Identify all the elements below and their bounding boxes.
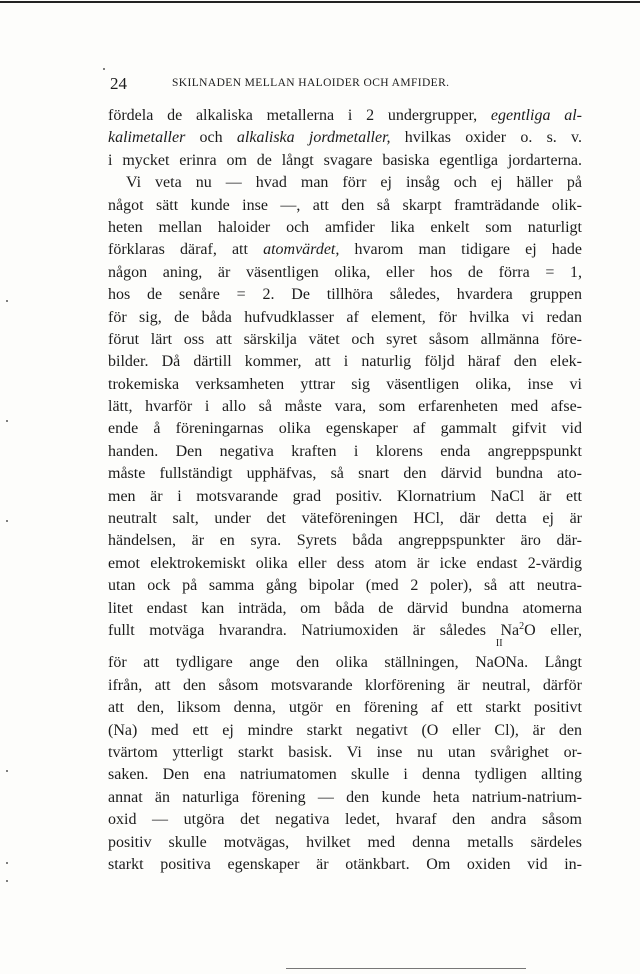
text-line: ifrån, att den såsom motsvarande klorförening är neutral, därför: [108, 676, 582, 694]
bivalence-mark: II: [495, 638, 503, 650]
text-line: oxid — utgöra det negativa ledet, hvaraf den andra såsom: [108, 811, 582, 829]
text-line: i mycket erinra om de långt svagare basiska egentliga jordarterna.: [108, 151, 582, 169]
text-line: starkt positiva egenskaper är otänkbart. Om oxiden vid in-: [108, 855, 582, 873]
formula-superscript: 2: [519, 620, 525, 632]
text-line: emot elektrokemiskt olika eller dess atom är icke endast 2-värdig: [108, 554, 582, 572]
text-line: annat än naturliga förening — den kunde heta natrium-natrium-: [108, 788, 582, 806]
text-line: trokemiska verksamheten yttrar sig väsentligen olika, inse vi: [108, 375, 582, 393]
speck: [6, 862, 8, 864]
text-line: handen. Den negativa kraften i klorens enda angreppspunkt: [108, 442, 582, 460]
text-line: tvärtom ytterligt starkt basisk. Vi inse nu utan svårighet or-: [108, 743, 582, 761]
speck: [6, 770, 8, 772]
text-line: neutralt salt, under det väteföreningen HCl, där detta ej är: [108, 510, 582, 528]
text-line: för sig, de båda hufvudklasser af element, för hvilka vi redan: [108, 308, 582, 326]
speck: [6, 880, 8, 882]
page-header: [110, 74, 580, 96]
text-line: måste fullständigt upphäfvas, så snart den därvid bundna ato-: [108, 465, 582, 483]
text-line: förklaras däraf, att atomvärdet, hvarom man tidigare ej hade: [108, 241, 582, 259]
body-text: [108, 105, 582, 876]
text-line: kalimetaller och alkaliska jordmetaller, hvilkas oxider o. s. v.: [108, 129, 583, 147]
text-line: utan ock på samma gång bipolar (med 2 poler), så att neutra-: [108, 577, 582, 595]
text-line: händelsen, är en syra. Syrets båda angreppspunkter äro där-: [108, 532, 582, 550]
running-head: SKILNADEN MELLAN HALOIDER OCH AMFIDER.: [172, 77, 450, 89]
text-line: ende å föreningarnas olika egenskaper af gammalt gifvit vid: [108, 420, 582, 438]
text-line: heten mellan haloider och amfider lika enkelt som naturligt: [108, 218, 582, 236]
text-line: någon aning, är väsentligen olika, eller hos de förra = 1,: [108, 263, 582, 281]
text-line: bilder. Då därtill kommer, att i naturlig följd häraf den elek-: [108, 353, 582, 371]
speck: [6, 300, 8, 302]
text-line: fördela de alkaliska metallerna i 2 undergrupper, egentliga al-: [108, 107, 582, 124]
paragraph-start-line: Vi veta nu — hvad man förr ej insåg och ej häller på: [126, 174, 582, 192]
text-line: att den, liksom denna, utgör en förening af ett starkt positivt: [108, 699, 582, 717]
speck: [6, 520, 8, 522]
text-line: lätt, hvarför i allo så måste vara, som erfarenheten med afse-: [108, 398, 582, 416]
text-line: men är i motsvarande grad positiv. Klornatrium NaCl är ett: [108, 487, 582, 505]
bottom-edge-rule: [286, 968, 526, 969]
speck: [6, 420, 8, 422]
bivalent-oxygen-symbol: II O: [493, 638, 506, 672]
page-number: 24: [110, 74, 127, 93]
text-line: hos de senåre = 2. De tillhöra således, hvardera gruppen: [108, 286, 582, 304]
top-edge-rule: [0, 1, 640, 3]
text-line: (Na) med ett ej mindre starkt negativt (O eller Cl), är den: [108, 721, 582, 739]
text-line: saken. Den ena natriumatomen skulle i denna tydligen allting: [108, 766, 582, 784]
text-line: förut lärt oss att särskilja vätet och syret såsom allmänna före-: [108, 330, 582, 348]
text-line: litet endast kan inträda, om båda de därvid bundna atomerna: [108, 599, 582, 617]
text-line: fullt motväga hvarandra. Natriumoxiden är således Na$^2$O eller,: [108, 620, 583, 639]
text-line: för att tydligare ange den olika ställningen, Na II ONa. Långt: [108, 652, 582, 674]
speck: [103, 68, 105, 70]
text-line: något sätt kunde inse —, att den så skarpt framträdande olik-: [108, 196, 582, 214]
text-line: positiv skulle motvägas, hvilket med denna metalls särdeles: [108, 833, 582, 851]
